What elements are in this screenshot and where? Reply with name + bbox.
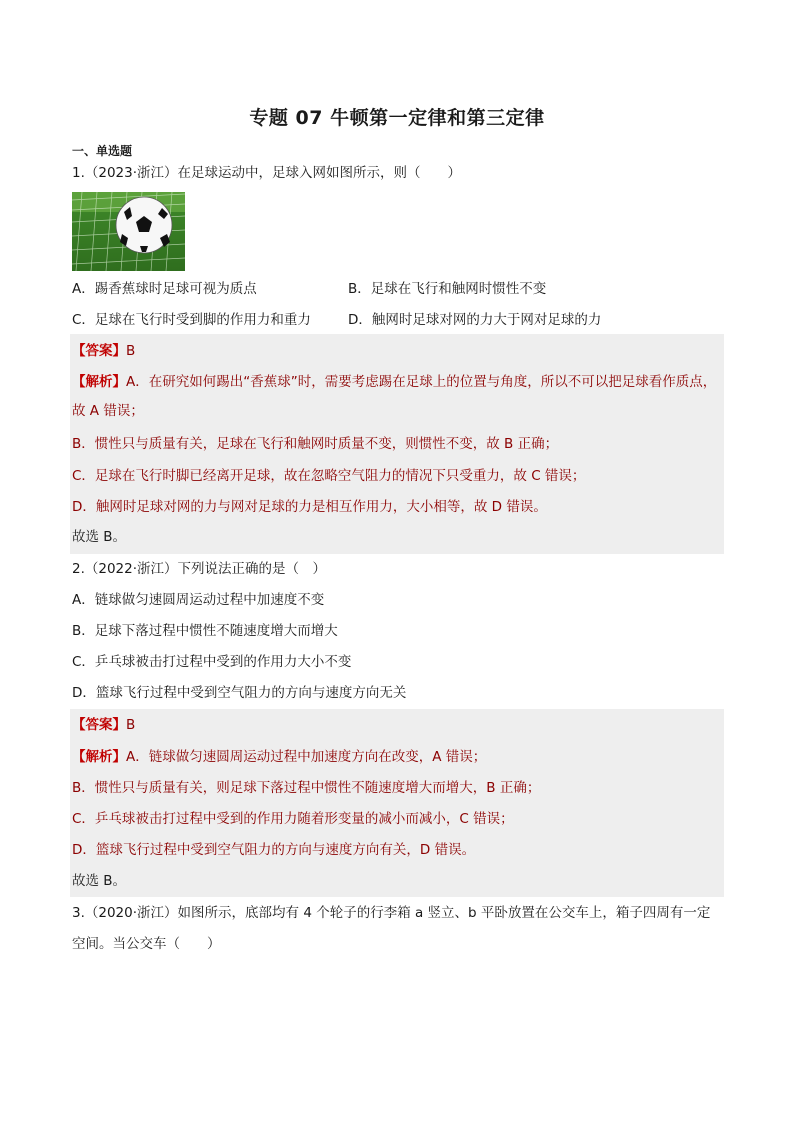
- analysis-tag: 【解析】: [72, 749, 126, 765]
- q1-option-a: A．踢香蕉球时足球可视为质点: [72, 281, 257, 297]
- q1-analysis-line: 【解析】A．在研究如何踢出“香蕉球”时，需要考虑踢在足球上的位置与角度，所以不可以把足球看作质点，: [72, 374, 717, 390]
- q2-option-c: C．乒乓球被击打过程中受到的作用力大小不变: [72, 654, 352, 670]
- answer-value: B: [126, 717, 136, 733]
- q2-option-a: A．链球做匀速圆周运动过程中加速度不变: [72, 592, 325, 608]
- q2-answer: [72, 715, 135, 735]
- soccer-ball-net-image: [72, 192, 185, 271]
- q1-conclusion: 故选 B。: [72, 529, 127, 545]
- q1-answer-box: [70, 334, 724, 554]
- q1-analysis-line: 故 A 错误；: [72, 403, 144, 419]
- q2-analysis-line: B．惯性只与质量有关，则足球下落过程中惯性不随速度增大而增大，B 正确；: [72, 780, 541, 796]
- section-heading: 一、单选题: [72, 144, 133, 158]
- q2-option-b: B．足球下落过程中惯性不随速度增大而增大: [72, 623, 338, 639]
- q1-analysis-line: B．惯性只与质量有关，足球在飞行和触网时质量不变，则惯性不变，故 B 正确；: [72, 436, 559, 452]
- soccer-ball-icon: [72, 192, 185, 271]
- answer-tag: 【答案】: [72, 343, 126, 359]
- q2-conclusion: 故选 B。: [72, 873, 127, 889]
- page-title: 专题 07 牛顿第一定律和第三定律: [249, 107, 545, 129]
- question-3-stem-line-2: 空间。当公交车（ ）: [72, 936, 221, 952]
- answer-value: B: [126, 343, 136, 359]
- q1-answer: [72, 341, 135, 361]
- q2-analysis-line: D．篮球飞行过程中受到空气阻力的方向与速度方向有关，D 错误。: [72, 842, 476, 858]
- q1-analysis-line: D．触网时足球对网的力与网对足球的力是相互作用力，大小相等，故 D 错误。: [72, 499, 547, 515]
- question-2-stem: 2.（2022·浙江）下列说法正确的是（ ）: [72, 561, 327, 577]
- q2-analysis-line: 【解析】A．链球做匀速圆周运动过程中加速度方向在改变，A 错误；: [72, 749, 487, 765]
- answer-tag: 【答案】: [72, 717, 126, 733]
- question-3-stem-line-1: 3.（2020·浙江）如图所示，底部均有 4 个轮子的行李箱 a 竖立、b 平卧放置在公交车上，箱子四周有一定: [72, 905, 711, 921]
- q1-option-b: B．足球在飞行和触网时惯性不变: [348, 281, 547, 297]
- q2-option-d: D．篮球飞行过程中受到空气阻力的方向与速度方向无关: [72, 685, 407, 701]
- q1-option-c: C．足球在飞行时受到脚的作用力和重力: [72, 312, 311, 328]
- q1-option-d: D．触网时足球对网的力大于网对足球的力: [348, 312, 602, 328]
- q2-answer-box: [70, 709, 724, 897]
- q1-analysis-line: C．足球在飞行时脚已经离开足球，故在忽略空气阻力的情况下只受重力，故 C 错误；: [72, 468, 586, 484]
- analysis-tag: 【解析】: [72, 374, 126, 390]
- q2-analysis-line: C．乒乓球被击打过程中受到的作用力随着形变量的减小而减小，C 错误；: [72, 811, 514, 827]
- question-1-stem: 1.（2023·浙江）在足球运动中，足球入网如图所示，则（ ）: [72, 165, 462, 181]
